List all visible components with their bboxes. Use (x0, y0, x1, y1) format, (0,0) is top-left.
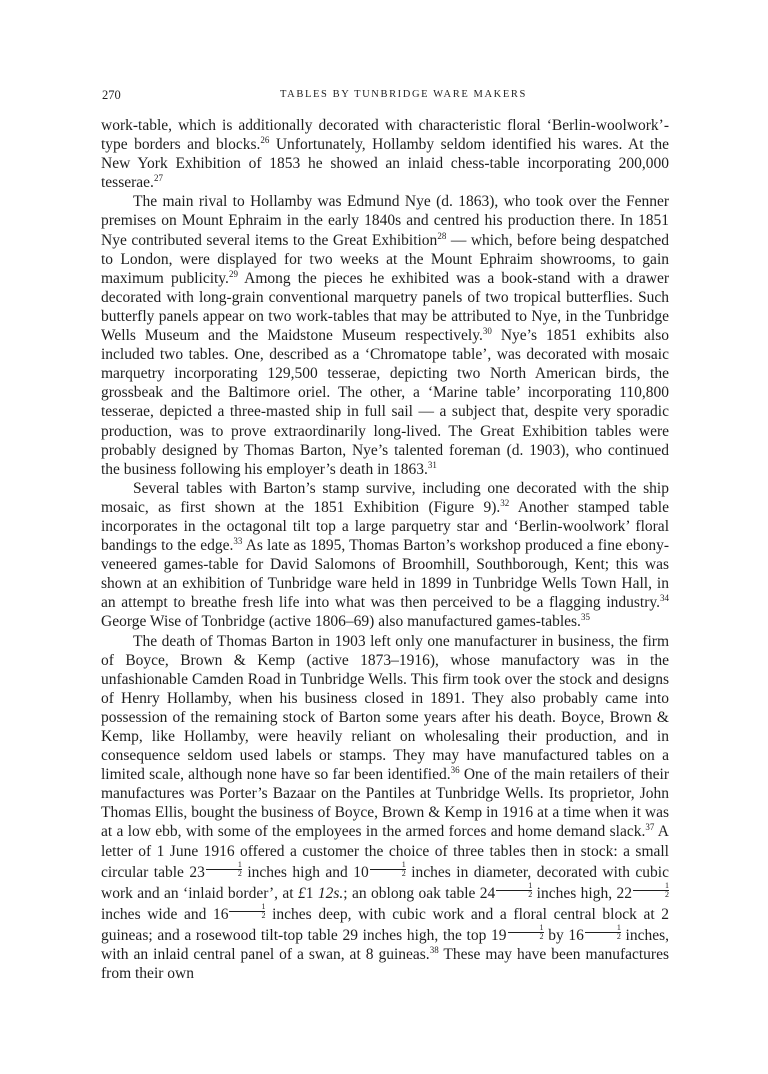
fraction-numerator: 1 (401, 859, 406, 869)
footnote-ref: 31 (427, 459, 437, 470)
italic-run: £ (297, 884, 306, 902)
fraction (206, 861, 242, 878)
fraction-numerator: 1 (261, 901, 266, 911)
footnote-ref: 37 (645, 822, 655, 833)
text-run: A letter of 1 June 1916 offered a customer the choice of three tables then in stock: a small circular table 23 (101, 823, 669, 881)
text-run: As late as 1895, Thomas Barton’s workshop produced a fine ebony-veneered games-table for David Salomons of Broomhill, Southborough, Kent; this was shown at an exhibition of Tunbridge ware held in 1899 in Tunbridge Wells Town Hall, in an attempt to breathe fresh life into what was then perceived to be a flagging industry. (101, 537, 669, 612)
fraction-numerator: 1 (539, 922, 544, 932)
footnote-ref: 28 (437, 230, 447, 241)
paragraph (101, 192, 669, 478)
fraction-denominator: 2 (633, 890, 669, 899)
footnote-ref: 32 (500, 497, 510, 508)
running-head-title: TABLES BY TUNBRIDGE WARE MAKERS (280, 89, 527, 100)
fraction-denominator: 2 (229, 911, 265, 920)
footnote-ref: 26 (260, 135, 270, 146)
text-run: by 16 (543, 926, 584, 944)
footnote-ref: 38 (429, 945, 439, 956)
fraction (633, 882, 669, 899)
fraction (508, 924, 544, 941)
text-run: Unfortunately, Hollamby seldom identified his wares. At the New York Exhibition of 1853 he showed an inlaid chess-table incorporating 200,000 tesserae. (101, 136, 669, 192)
fraction-denominator: 2 (496, 890, 532, 899)
text-run: 1 (305, 884, 318, 902)
text-run: inches high and 10 (241, 863, 369, 881)
text-run: ; an oblong oak table 24 (343, 884, 496, 902)
text-run: inches deep, with cubic work and a floral central block at 2 guineas; and a rosewood tilt-top table 29 inches high, the top 19 (101, 905, 670, 944)
body-text (101, 116, 669, 983)
fraction-numerator: 1 (616, 922, 621, 932)
fraction (496, 882, 532, 899)
footnote-ref: 35 (580, 612, 590, 623)
fraction-numerator: 1 (528, 880, 533, 890)
text-run: work-table, which is additionally decorated with characteristic floral ‘Berlin-woolwork’-type borders and blocks. (101, 117, 669, 154)
text-run: The main rival to Hollamby was Edmund Nye (d. 1863), who took over the Fenner premises on Mount Ephraim in the early 1840s and centred his production there. In 1851 Nye contributed several items to the Great Exhibition (101, 193, 669, 249)
text-run: Several tables with Barton’s stamp survive, including one decorated with the ship mosaic, as first shown at the 1851 Exhibition (Figure 9). (101, 479, 669, 516)
text-run: — which, before being despatched to London, were displayed for two weeks at the Mount Ephraim showrooms, to gain maximum publicity. (101, 231, 669, 287)
footnote-ref: 33 (233, 536, 243, 547)
text-run: One of the main retailers of their manufactures was Porter’s Bazaar on the Pantiles at Tunbridge Wells. Its proprietor, John Thomas Ellis, bought the business of Boyce, Brown & Kemp in 1916 at a time when it was at a low ebb, with some of the employees in the armed forces and home demand slack. (101, 766, 669, 841)
text-run: These may have been manufactures from their own (101, 946, 669, 983)
footnote-ref: 36 (450, 765, 460, 776)
fraction-denominator: 2 (370, 869, 406, 878)
text-run: inches high, 22 (532, 884, 633, 902)
running-head (102, 88, 668, 106)
italic-run: 12s. (317, 884, 344, 902)
fraction (229, 903, 265, 920)
fraction (585, 924, 621, 941)
footnote-ref: 30 (482, 326, 492, 337)
page-number: 270 (102, 88, 121, 102)
text-run: Nye’s 1851 exhibits also included two tables. One, described as a ‘Chromatope table’, was decorated with mosaic marquetry incorporating 129,500 tesserae, depicting two North American birds, the grossbeak and the Baltimore oriel. The other, a ‘Marine table’ incorporating 110,800 tesserae, depicted a three-masted ship in full sail — a subject that, despite very sporadic production, was to prove extraordinarily long-lived. The Great Exhibition tables were probably designed by Thomas Barton, Nye’s talented foreman (d. 1903), who continued the business following his employer’s death in 1863. (101, 327, 669, 478)
fraction-numerator: 1 (665, 880, 670, 890)
text-run: Another stamped table incorporates in the octagonal tilt top a large parquetry star and ‘Berlin-woolwork’ floral bandings to the edge. (101, 498, 669, 555)
fraction-denominator: 2 (585, 932, 621, 941)
text-run: inches wide and 16 (101, 905, 229, 923)
text-run: inches, with an inlaid central panel of a swan, at 8 guineas. (101, 926, 669, 964)
paragraph (101, 116, 669, 192)
paragraph (101, 479, 669, 632)
fraction-denominator: 2 (206, 869, 242, 878)
fraction-denominator: 2 (508, 932, 544, 941)
footnote-ref: 29 (228, 268, 238, 279)
footnote-ref: 27 (153, 173, 163, 184)
paragraph (101, 632, 669, 984)
fraction (370, 861, 406, 878)
text-run: George Wise of Tonbridge (active 1806–69) also manufactured games-tables. (101, 613, 581, 631)
text-run: inches in diameter, decorated with cubic work and an ‘inlaid border’, at (101, 863, 669, 902)
text-run: Among the pieces he exhibited was a book-stand with a drawer decorated with long-grain conventional marquetry panels of two tropical butterflies. Such butterfly panels appear on two work-tables that may be attributed to Nye, in the Tunbridge Wells Museum and the Maidstone Museum respectively. (101, 269, 669, 345)
text-run: The death of Thomas Barton in 1903 left only one manufacturer in business, the firm of Boyce, Brown & Kemp (active 1873–1916), whose manufactory was in the unfashionable Camden Road in Tunbridge Wells. This firm took over the stock and designs of Henry Hollamby, when his business closed in 1891. They also probably came into possession of the remaining stock of Barton some years after his death. Boyce, Brown & Kemp, like Hollamby, were heavily reliant on wholesaling their production, and in consequence seldom used labels or stamps. They may have manufactured tables on a limited scale, although none have so far been identified. (101, 632, 669, 784)
footnote-ref: 34 (660, 593, 669, 604)
fraction-numerator: 1 (237, 859, 242, 869)
